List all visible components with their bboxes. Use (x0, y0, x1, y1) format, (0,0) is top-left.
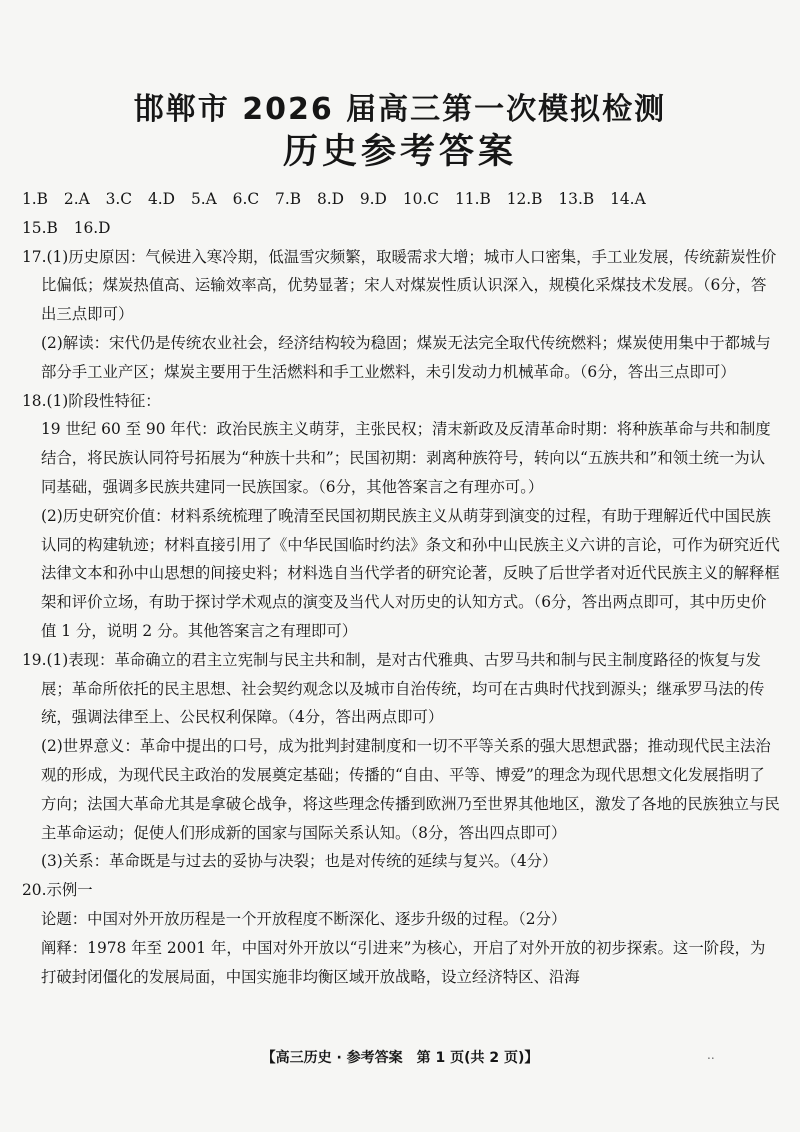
q20-thesis: 论题：中国对外开放历程是一个开放程度不断深化、逐步升级的过程。（2分） (41, 909, 567, 928)
mcq-answer: 4.D (148, 190, 176, 208)
q18-part1-heading: 18.(1)阶段性特征： (22, 391, 161, 410)
answer-title: 历史参考答案 (282, 132, 517, 172)
mcq-answer: 7.B (275, 190, 302, 208)
q19-part3: (3)关系：革命既是与过去的妥协与决裂；也是对传统的延续与复兴。（4分） (41, 852, 558, 871)
mcq-answers-row-2 (22, 214, 780, 243)
mcq-answers-row-1 (22, 185, 780, 214)
footer-mark: .. (707, 1048, 715, 1062)
mcq-answer: 15.B (22, 218, 58, 237)
mcq-answer: 14.A (610, 190, 646, 208)
mcq-answer: 3.C (105, 190, 133, 208)
q18-part1-content: 19 世纪 60 至 90 年代：政治民族主义萌芽，主张民权；清末新政及反清革命时期：将种族革命与共和制度结合，将民族认同符号拓展为“种族十共和”；民国初期：剥离种族符号，转向以“五族共和”和领土统一为认同基础，强调多民族共建同一民族国家。（6分，其他答案言之有理亦可。） (41, 420, 771, 496)
q19-part1: 19.(1)表现：革命确立的君主立宪制与民主共和制，是对古代雅典、古罗马共和制与民主制度路径的恢复与发展；革命所依托的民主思想、社会契约观念以及城市自治传统，均可在古典时代找到源头；继承罗马法的传统，强调法律至上、公民权利保障。（4分，答出两点即可） (22, 650, 765, 727)
q18-part2: (2)历史研究价值：材料系统梳理了晚清至民国初期民族主义从萌芽到演变的过程，有助于理解近代中国民族认同的构建轨迹；材料直接引用了《中华民国临时约法》条文和孙中山民族主义六讲的言论，可作为研究近代法律文本和孙中山思想的间接史料；材料选自当代学者的研究论著，反映了后世学者对近代民族主义的解释框架和评价立场，有助于探讨学术观点的演变及当代人对历史的认知方式。（6分，答出两点即可，其中历史价值 1 分，说明 2 分。其他答案言之有理即可） (41, 506, 780, 640)
mcq-answer: 13.B (558, 190, 595, 208)
mcq-answer: 2.A (63, 190, 90, 208)
answer-body (22, 185, 780, 991)
q20-explanation: 阐释：1978 年至 2001 年，中国对外开放以“引进来”为核心，开启了对外开放的初步探索。这一阶段，为打破封闭僵化的发展局面，中国实施非均衡区域开放战略，设立经济特区、沿海 (41, 938, 766, 986)
q17-part2: (2)解读：宋代仍是传统农业社会，经济结构较为稳固；煤炭无法完全取代传统燃料；煤炭使用集中于都城与部分手工业产区；煤炭主要用于生活燃料和手工业燃料，未引发动力机械革命。（6分，答出三点即可） (41, 333, 771, 381)
mcq-answer: 12.B (506, 190, 543, 208)
q20-heading: 20.示例一 (22, 881, 93, 900)
page-footer: 【高三历史 · 参考答案 第 1 页(共 2 页)】 (261, 1050, 539, 1066)
mcq-answer: 6.C (232, 190, 260, 208)
mcq-answer: 5.A (190, 190, 217, 208)
q17-part1: 17.(1)历史原因：气候进入寒冷期，低温雪灾频繁，取暖需求大增；城市人口密集，手工业发展，传统薪炭性价比偏低；煤炭热值高、运输效率高，优势显著；宋人对煤炭性质认识深入，规模化采煤技术发展。（6分，答出三点即可） (22, 247, 777, 324)
mcq-answer: 9.D (359, 190, 387, 208)
mcq-answer: 11.B (454, 190, 491, 208)
exam-title: 邯郸市 2026 届高三第一次模拟检测 (133, 92, 667, 127)
mcq-answer: 1.B (22, 190, 48, 208)
mcq-answer: 8.D (316, 190, 344, 208)
q19-part2: (2)世界意义：革命中提出的口号，成为批判封建制度和一切不平等关系的强大思想武器；推动现代民主法治观的形成，为现代民主政治的发展奠定基础；传播的“自由、平等、博爱”的理念为现代思想文化发展指明了方向；法国大革命尤其是拿破仑战争，将这些理念传播到欧洲乃至世界其他地区，激发了各地的民族独立与民主革命运动；促使人们形成新的国家与国际关系认知。（8分，答出四点即可） (41, 737, 780, 842)
mcq-answer: 16.D (73, 218, 111, 237)
mcq-answer: 10.C (402, 190, 440, 208)
